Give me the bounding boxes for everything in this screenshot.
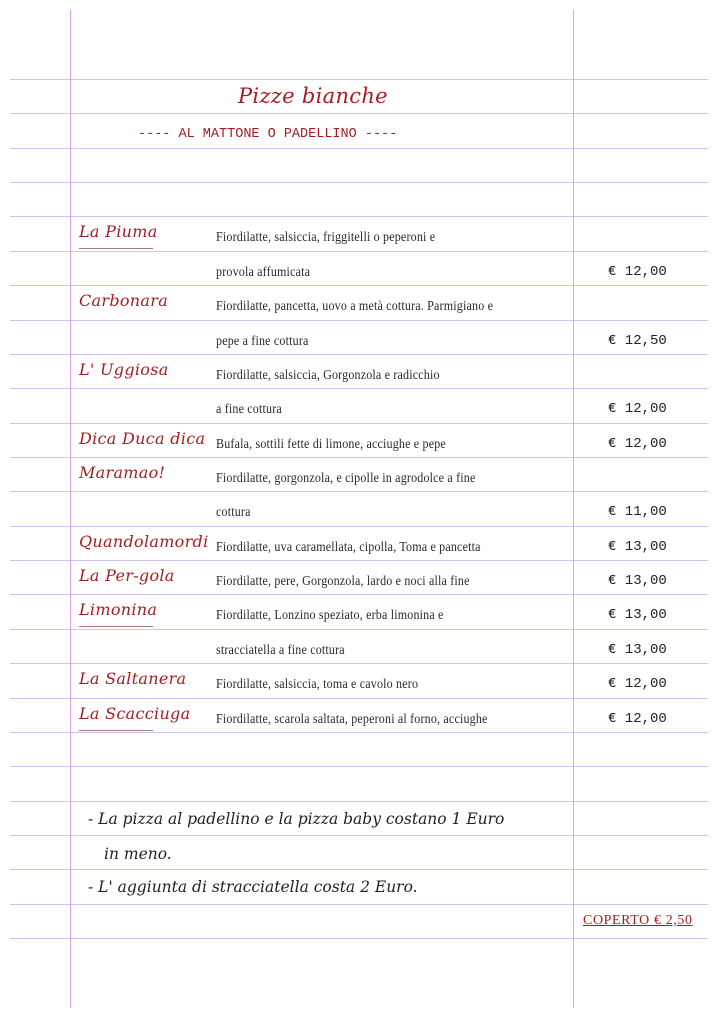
- pizza-description: Fiordilatte, pancetta, uovo a metà cottura. Parmigiano e: [216, 299, 494, 314]
- menu-section-title: Pizze bianche: [238, 84, 388, 108]
- pizza-description: Fiordilatte, pere, Gorgonzola, lardo e noci alla fine: [216, 574, 470, 589]
- ruled-line: [10, 148, 708, 149]
- pizza-description: Fiordilatte, gorgonzola, e cipolle in agrodolce a fine: [216, 471, 476, 486]
- pizza-name: Quandolamordi: [79, 532, 209, 551]
- pizza-price: € 12,00: [608, 676, 667, 692]
- pizza-price: € 12,50: [608, 333, 667, 349]
- pizza-price: € 13,00: [608, 539, 667, 555]
- note-padellino-discount-cont: in meno.: [104, 845, 172, 863]
- menu-item-la-saltanera: [0, 663, 724, 697]
- pizza-description: pepe a fine cottura: [216, 334, 309, 349]
- menu-item-quandolamordi: [0, 526, 724, 560]
- ruled-line: [10, 938, 708, 939]
- pizza-description: cottura: [216, 505, 251, 520]
- pizza-price: € 12,00: [608, 264, 667, 280]
- pizza-name: La Saltanera: [79, 669, 187, 688]
- menu-item-carbonara-cont: [0, 320, 724, 354]
- pizza-price: € 12,00: [608, 711, 667, 727]
- pizza-description: Fiordilatte, salsiccia, Gorgonzola e radicchio: [216, 368, 440, 383]
- pizza-name: Maramao!: [79, 463, 166, 482]
- pizza-name: L' Uggiosa: [79, 360, 169, 379]
- menu-item-la-per-gola: [0, 560, 724, 594]
- pizza-description: provola affumicata: [216, 265, 311, 280]
- menu-item-la-piuma: [0, 216, 724, 250]
- pizza-price: € 12,00: [608, 401, 667, 417]
- coperto-charge: COPERTO € 2,50: [583, 913, 693, 928]
- menu-item-carbonara: [0, 285, 724, 319]
- pizza-price: € 13,00: [608, 607, 667, 623]
- pizza-price: € 12,00: [608, 436, 667, 452]
- pizza-description: Bufala, sottili fette di limone, acciughe e pepe: [216, 437, 446, 452]
- menu-item-maramao: [0, 457, 724, 491]
- menu-item-l-uggiosa-cont: [0, 388, 724, 422]
- ruled-line: [10, 79, 708, 80]
- pizza-name: La Per-gola: [79, 566, 175, 585]
- menu-section-subtitle: ---- AL MATTONE O PADELLINO ----: [138, 127, 398, 142]
- pizza-description: Fiordilatte, Lonzino speziato, erba limonina e: [216, 608, 444, 623]
- pizza-price: € 11,00: [608, 504, 667, 520]
- menu-item-maramao-cont: [0, 491, 724, 525]
- ruled-line: [10, 766, 708, 767]
- ruled-line: [10, 869, 708, 870]
- pizza-description: stracciatella a fine cottura: [216, 643, 345, 658]
- pizza-name: Limonina: [79, 600, 158, 619]
- pizza-description: a fine cottura: [216, 402, 282, 417]
- ruled-line: [10, 835, 708, 836]
- menu-item-la-scacciuga: [0, 698, 724, 732]
- menu-item-l-uggiosa: [0, 354, 724, 388]
- note-padellino-discount: - La pizza al padellino e la pizza baby costano 1 Euro: [88, 810, 505, 828]
- ruled-line: [10, 113, 708, 114]
- pizza-description: Fiordilatte, scarola saltata, peperoni al forno, acciughe: [216, 712, 488, 727]
- pizza-price: € 13,00: [608, 642, 667, 658]
- pizza-price: € 13,00: [608, 573, 667, 589]
- pizza-description: Fiordilatte, uva caramellata, cipolla, Toma e pancetta: [216, 540, 481, 555]
- pizza-description: Fiordilatte, salsiccia, toma e cavolo nero: [216, 677, 419, 692]
- ruled-line: [10, 904, 708, 905]
- pizza-description: Fiordilatte, salsiccia, friggitelli o peperoni e: [216, 230, 436, 245]
- pizza-name: La Scacciuga: [79, 704, 191, 723]
- ruled-line: [10, 801, 708, 802]
- note-stracciatella-extra: - L' aggiunta di stracciatella costa 2 Euro.: [88, 878, 418, 896]
- menu-item-dica-duca-dica: [0, 423, 724, 457]
- menu-item-limonina-cont: [0, 629, 724, 663]
- pizza-name: Dica Duca dica: [79, 429, 206, 448]
- ruled-line: [10, 182, 708, 183]
- pizza-name: La Piuma: [79, 222, 158, 241]
- menu-item-la-piuma-cont: [0, 251, 724, 285]
- pizza-name: Carbonara: [79, 291, 169, 310]
- menu-item-limonina: [0, 594, 724, 628]
